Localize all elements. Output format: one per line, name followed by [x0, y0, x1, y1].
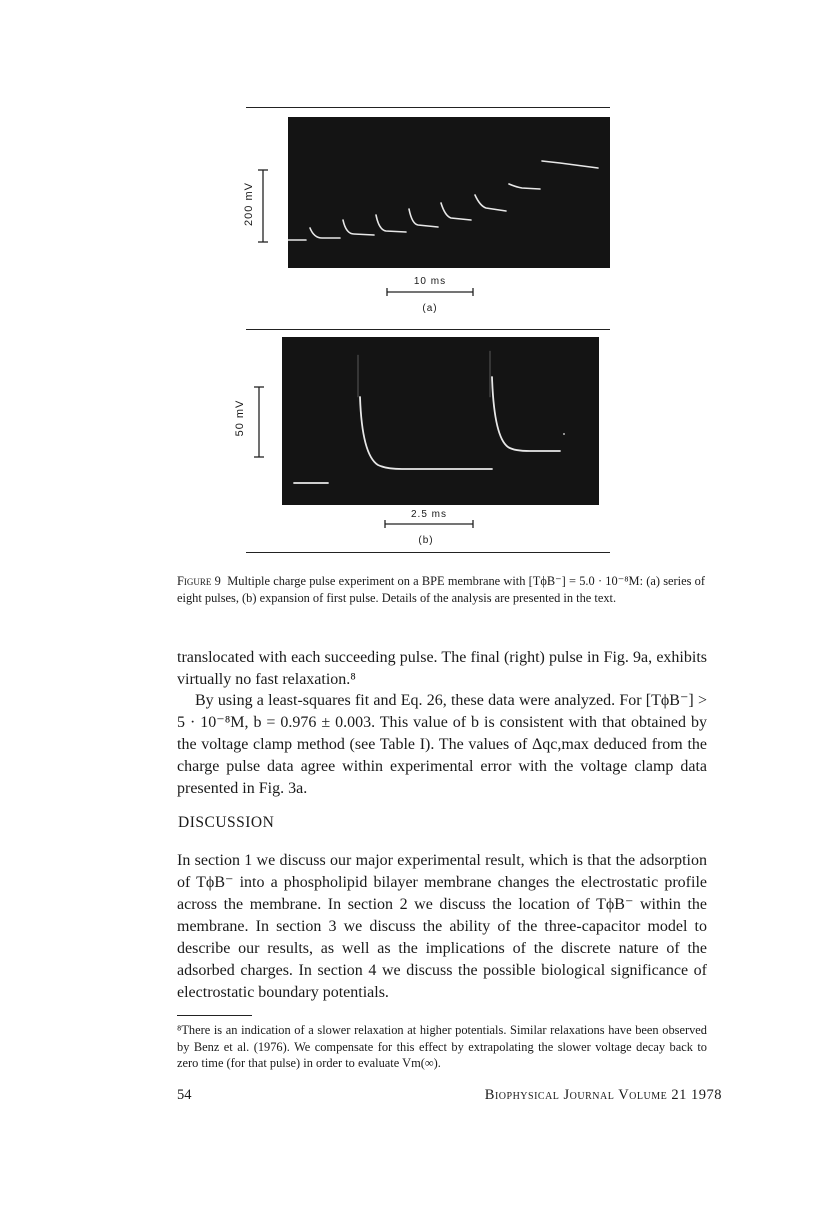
- pulse-trace-4: [376, 215, 406, 232]
- panel-a-vertical-scale-bar: [256, 168, 270, 244]
- panel-a-horizontal-scale-label: 10 ms: [413, 276, 447, 287]
- pulse-trace-3: [343, 220, 374, 235]
- pulse-trace-8: [509, 184, 540, 189]
- panel-b-vertical-scale-label: 50 mV: [234, 399, 246, 437]
- figure-caption-text: Multiple charge pulse experiment on a BPE membrane with [TϕB⁻] = 5.0 · 10⁻⁸M: (a) series of eight pulses, (b) expansion of first pulse. Details of the analysis are presented in the text.: [177, 574, 705, 605]
- figure-middle-rule: [246, 329, 610, 330]
- pulse-trace-5: [409, 209, 438, 227]
- panel-b-horizontal-scale-bar: [383, 519, 475, 529]
- panel-b-horizontal-scale-label: 2.5 ms: [410, 509, 447, 520]
- panel-a-oscilloscope: [288, 117, 610, 268]
- panel-b-vertical-scale-bar: [252, 385, 266, 459]
- panel-b-label: (b): [418, 535, 434, 546]
- body-paragraph: translocated with each succeeding pulse. The final (right) pulse in Fig. 9a, exhibits virtually no fast relaxation.⁸: [177, 649, 707, 688]
- pulse-trace-6: [441, 203, 471, 220]
- pulse-trace-9: [542, 161, 598, 168]
- discussion-paragraph: In section 1 we discuss our major experimental result, which is that the adsorption of TϕB⁻ into a phospholipid bilayer membrane changes the electrostatic profile across the membrane. In section 2 we discuss the location of TϕB⁻ within the membrane. In section 3 we discuss the ability of the three-capacitor model to describe our results, as well as the implications of the discrete nature of the adsorbed charges. In section 4 we discuss the possible biological significance of electrostatic boundary potentials.: [177, 852, 707, 1001]
- first-pulse-decay: [360, 397, 492, 469]
- panel-a-horizontal-scale-bar: [385, 287, 475, 297]
- footnote: ⁸There is an indication of a slower relaxation at higher potentials. Similar relaxations have been observed by Benz et al. (1976). We compensate for this effect by extrapolating the slower voltage decay back to zero time (for that pulse) in order to evaluate Vm(∞).: [177, 1023, 707, 1070]
- panel-a-label: (a): [422, 303, 438, 314]
- figure-top-rule: [246, 107, 610, 108]
- figure-bottom-rule: [246, 552, 610, 553]
- panel-b-oscilloscope: [282, 337, 599, 505]
- section-heading: DISCUSSION: [178, 814, 275, 831]
- pulse-trace-2: [310, 228, 340, 238]
- figure-caption-label: Figure 9: [177, 574, 221, 588]
- figure-caption: [177, 573, 705, 607]
- body-paragraph: By using a least-squares fit and Eq. 26, these data were analyzed. For [TϕB⁻] > 5 · 10⁻⁸M, b = 0.976 ± 0.003. This value of b is consistent with that obtained by the voltage clamp method (see Table I). The values of Δqc,max deduced from the charge pulse data agree within experimental error with the voltage clamp data presented in Fig. 3a.: [177, 692, 707, 797]
- page-number: 54: [177, 1087, 192, 1103]
- footnote-rule: [177, 1015, 252, 1016]
- journal-footer: Biophysical Journal Volume 21 1978: [484, 1087, 722, 1103]
- pulse-trace-7: [475, 195, 506, 211]
- second-pulse-decay: [492, 377, 560, 451]
- panel-a-vertical-scale-label: 200 mV: [243, 182, 255, 226]
